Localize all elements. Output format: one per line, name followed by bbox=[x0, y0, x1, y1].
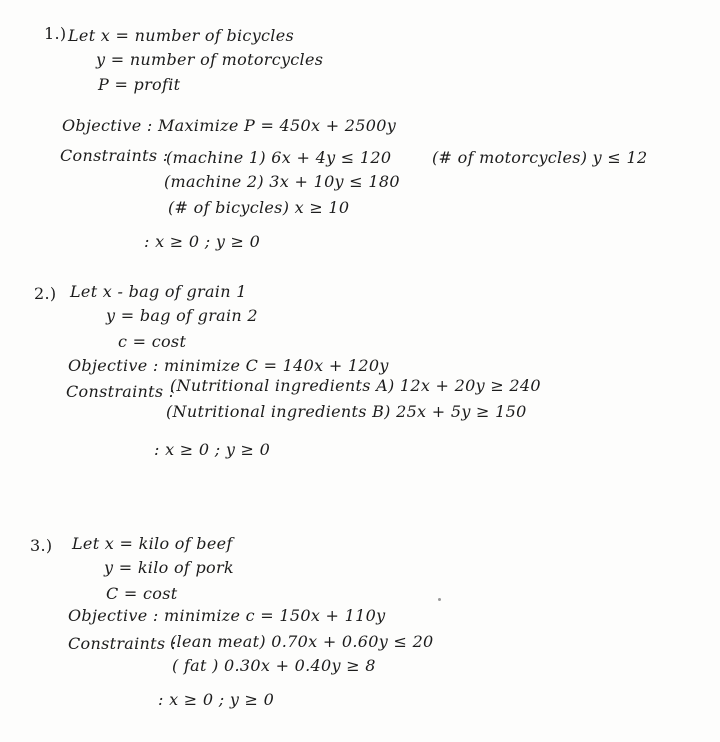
problem-2-nonnegativity: : x ≥ 0 ; y ≥ 0 bbox=[154, 440, 271, 459]
problem-2-constraints-label: Constraints : bbox=[66, 382, 175, 401]
problem-1-constraint-bicycles: (# of bicycles) x ≥ 10 bbox=[168, 198, 350, 217]
problem-3-nonnegativity: : x ≥ 0 ; y ≥ 0 bbox=[158, 690, 275, 709]
paper-speck bbox=[438, 598, 441, 601]
problem-3-objective: Objective : minimize c = 150x + 110y bbox=[68, 606, 386, 625]
problem-2-constraint-a: (Nutritional ingredients A) 12x + 20y ≥ 240 bbox=[170, 376, 541, 395]
problem-3-constraint-fat: ( fat ) 0.30x + 0.40y ≥ 8 bbox=[172, 656, 376, 675]
problem-1-nonnegativity: : x ≥ 0 ; y ≥ 0 bbox=[144, 232, 261, 251]
problem-2-def-y: y = bag of grain 2 bbox=[106, 306, 258, 325]
problem-3-def-c: C = cost bbox=[106, 584, 178, 603]
problem-3-constraints-label: Constraints : bbox=[68, 634, 177, 653]
problem-3-def-x: Let x = kilo of beef bbox=[72, 534, 233, 553]
problem-1-number: 1.) bbox=[44, 24, 67, 43]
problem-2-objective: Objective : minimize C = 140x + 120y bbox=[68, 356, 389, 375]
problem-3-constraint-lean-meat: (lean meat) 0.70x + 0.60y ≤ 20 bbox=[170, 632, 434, 651]
problem-2-constraint-b: (Nutritional ingredients B) 25x + 5y ≥ 150 bbox=[166, 402, 527, 421]
problem-3-def-y: y = kilo of pork bbox=[104, 558, 234, 577]
problem-2-number: 2.) bbox=[34, 284, 57, 303]
problem-2-def-x: Let x - bag of grain 1 bbox=[70, 282, 247, 301]
problem-1-def-y: y = number of motorcycles bbox=[96, 50, 324, 69]
problem-1-constraint-motorcycles: (# of motorcycles) y ≤ 12 bbox=[432, 148, 648, 167]
problem-3-number: 3.) bbox=[30, 536, 53, 555]
problem-1-objective: Objective : Maximize P = 450x + 2500y bbox=[62, 116, 397, 135]
problem-1-constraints-label: Constraints : bbox=[60, 146, 169, 165]
problem-2-def-c: c = cost bbox=[118, 332, 187, 351]
problem-1-constraint-machine-2: (machine 2) 3x + 10y ≤ 180 bbox=[164, 172, 400, 191]
problem-1-constraint-machine-1: (machine 1) 6x + 4y ≤ 120 bbox=[166, 148, 392, 167]
problem-1-def-p: P = profit bbox=[98, 75, 181, 94]
problem-1-def-x: Let x = number of bicycles bbox=[68, 26, 294, 45]
